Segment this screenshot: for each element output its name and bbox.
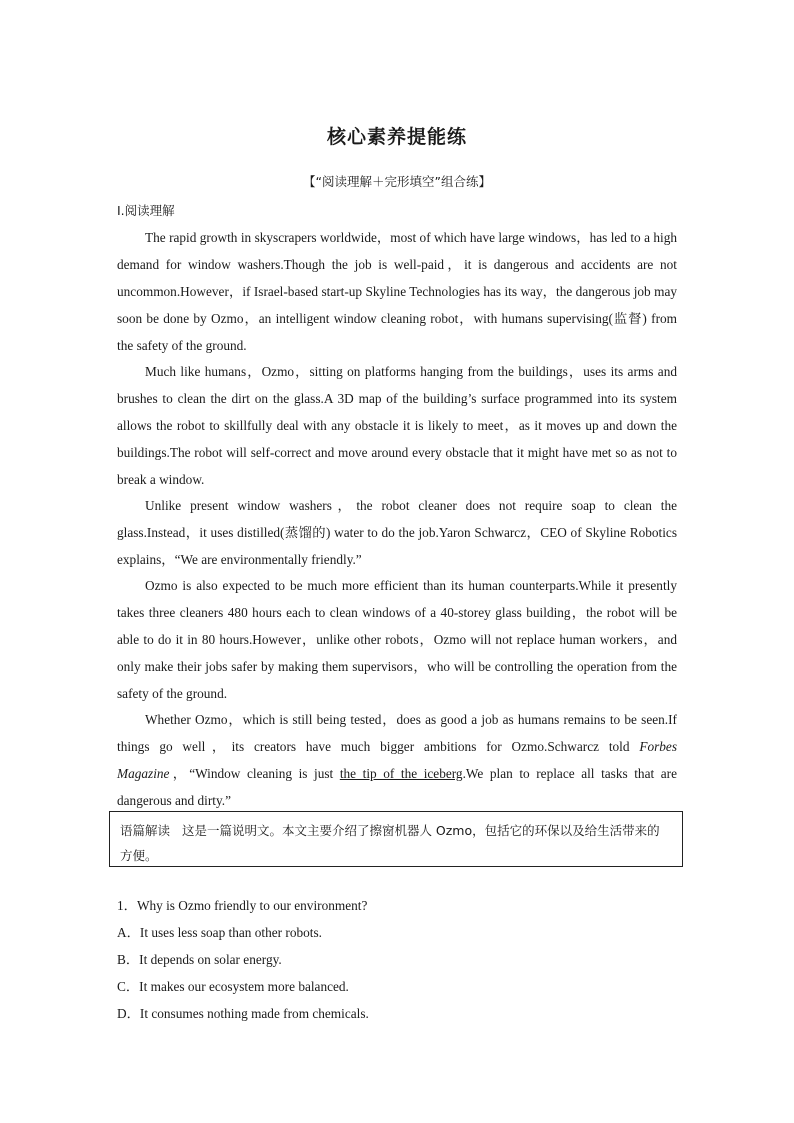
passage-paragraph-3: Unlike present window washers，the robot cleaner does not require soap to clean the glass.Instead，it uses distilled(蒸馏的) water to do the job.Yaron Schwarcz，CEO of Skyline Robotics explains，“We are environmentally friendly.” <box>117 498 677 567</box>
question-1 <box>117 892 369 1027</box>
passage-paragraph-1: The rapid growth in skyscrapers worldwide，most of which have large windows，has led to a high demand for window washers.Though the job is well-paid，it is dangerous and accidents are not uncommon.However，if Israel-based start-up Skyline Technologies has its way，the dangerous job may soon be done by Ozmo，an intelligent window cleaning robot，with humans supervising(监督) from the safety of the ground. <box>117 230 677 353</box>
option-d: D．It consumes nothing made from chemicals. <box>117 1006 369 1021</box>
underlined-phrase: the tip of the iceberg <box>339 766 463 781</box>
option-a: A．It uses less soap than other robots. <box>117 925 322 940</box>
section-heading: Ⅰ.阅读理解 <box>117 203 175 218</box>
paragraph-5-text-a: Whether Ozmo，which is still being tested，does as good a job as humans remains to be seen.If things go well，its creators have much bigger ambitions for Ozmo.Schwarcz told <box>117 712 677 754</box>
analysis-label: 语篇解读 <box>120 823 171 838</box>
paragraph-5-text-b: ，“Window cleaning is just <box>169 766 340 781</box>
exercise-type-subtitle: 【“阅读理解＋完形填空”组合练】 <box>303 174 491 189</box>
question-stem: 1．Why is Ozmo friendly to our environment? <box>117 898 368 913</box>
analysis-text: 这是一篇说明文。本文主要介绍了擦窗机器人 Ozmo，包括它的环保以及给生活带来的方便。 <box>120 823 660 863</box>
reading-passage <box>117 224 677 813</box>
option-c: C．It makes our ecosystem more balanced. <box>117 979 349 994</box>
passage-paragraph-5 <box>117 706 677 814</box>
paragraph-5-text-c: .We plan to replace all tasks that are dangerous and dirty.” <box>117 766 677 808</box>
passage-paragraph-2: Much like humans，Ozmo，sitting on platforms hanging from the buildings，uses its arms and brushes to clean the dirt on the glass.A 3D map of the building’s surface programmed into its system allows the robot to skillfully deal with any obstacle it is likely to meet，as it moves up and down the buildings.The robot will self-correct and move around every obstacle that it might have met so as not to break a window. <box>117 364 677 487</box>
passage-paragraph-4: Ozmo is also expected to be much more efficient than its human counterparts.While it presently takes three cleaners 480 hours each to clean windows of a 40-storey glass building，the robot will be able to do it in 80 hours.However，unlike other robots，Ozmo will not replace human workers，and only make their jobs safer by making them supervisors，who will be controlling the operation from the safety of the ground. <box>117 578 677 701</box>
option-b: B．It depends on solar energy. <box>117 952 282 967</box>
page-title: 核心素养提能练 <box>326 126 467 148</box>
magazine-title: Forbes Magazine <box>117 739 677 781</box>
passage-analysis-box <box>109 811 683 867</box>
